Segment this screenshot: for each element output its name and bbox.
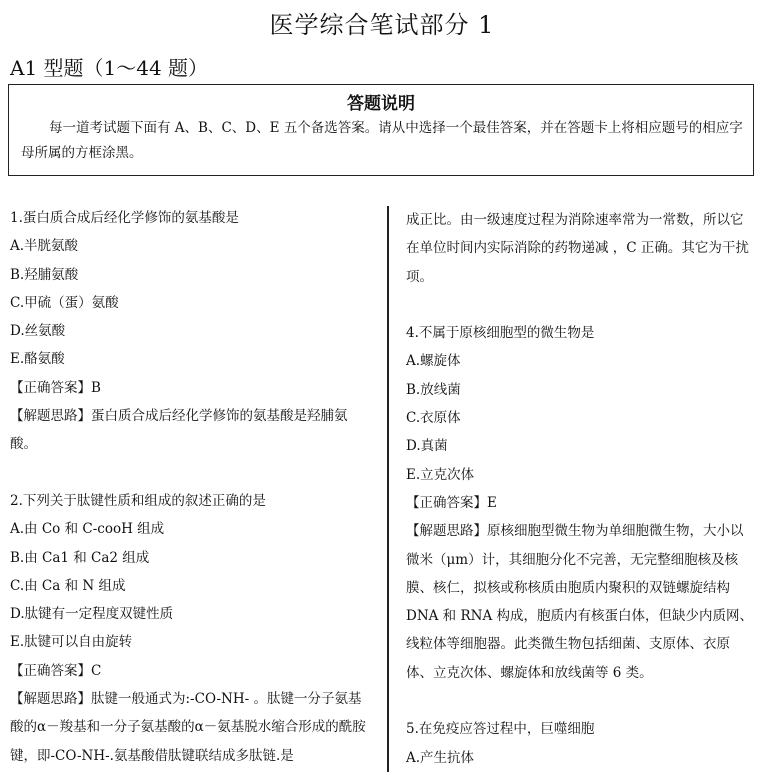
question-2-explanation: 【解题思路】肽键一般通式为:-CO-NH- 。肽键一分子氨基酸的α－羧基和一分子氨基酸的α－氨基脱水缩合形成的酰胺键，即-CO-NH-.氨基酸借肽键联结成多肽链.是 [10, 691, 366, 764]
question-4-answer: 【正确答案】E [406, 494, 497, 511]
question-2-option-e: E.肽键可以自由旋转 [10, 634, 133, 651]
question-1-explanation: 【解题思路】蛋白质合成后经化学修饰的氨基酸是羟脯氨酸。 [10, 408, 348, 453]
page-title: 医学综合笔试部分 1 [269, 11, 495, 39]
question-spacer [406, 687, 756, 715]
question-2-option-d: D.肽键有一定程度双键性质 [10, 606, 174, 623]
question-5-option-a: A.产生抗体 [406, 749, 475, 766]
question-2-stem: 2.下列关于肽键性质和组成的叙述正确的是 [10, 492, 266, 509]
left-column [10, 204, 370, 770]
question-2-answer: 【正确答案】C [10, 662, 102, 679]
question-4-option-e: E.立克次体 [406, 466, 475, 483]
question-4-option-b: B.放线菌 [406, 381, 461, 398]
question-4-option-c: C.衣原体 [406, 410, 461, 427]
instructions-text: 每一道考试题下面有 A、B、C、D、E 五个备选答案。请从中选择一个最佳答案，并在答题卡上将相应题号的相应字母所属的方框涂黑。 [21, 120, 743, 161]
question-2-option-a: A.由 Co 和 C-cooH 组成 [10, 521, 165, 538]
right-column [406, 206, 756, 772]
question-4-stem: 4.不属于原核细胞型的微生物是 [406, 325, 595, 342]
question-1-answer: 【正确答案】B [10, 379, 101, 396]
instructions-box [8, 84, 754, 176]
question-1-option-a: A.半胱氨酸 [10, 238, 79, 255]
question-4-option-a: A.螺旋体 [406, 353, 461, 370]
question-2-option-c: C.由 Ca 和 N 组成 [10, 577, 126, 594]
column-divider [387, 206, 389, 772]
question-4-option-d: D.真菌 [406, 438, 448, 455]
question-spacer [406, 291, 756, 319]
question-1-option-c: C.甲硫（蛋）氨酸 [10, 294, 119, 311]
question-1-option-d: D.丝氨酸 [10, 323, 66, 340]
question-spacer [10, 459, 370, 487]
question-1-option-e: E.酪氨酸 [10, 351, 65, 368]
instructions-heading: 答题说明 [347, 94, 415, 114]
section-heading: A1 型题（1～44 题） [10, 56, 209, 80]
question-3-explanation-tail: 成正比。由一级速度过程为消除速率常为一常数，所以它在单位时间内实际消除的药物递减 ，C 正确。其它为干扰项。 [406, 212, 749, 285]
question-2-option-b: B.由 Ca1 和 Ca2 组成 [10, 549, 150, 566]
question-4-explanation: 【解题思路】原核细胞型微生物为单细胞微生物，大小以微米（μm）计，其细胞分化不完善，无完整细胞核及核膜、核仁，拟核或称核质由胞质内聚积的双链螺旋结构 DNA 和 RNA 构成，胞质内有核蛋白体，但缺少内质网、线粒体等细胞器。此类微生物包括细菌、支原体、衣原体、立克次体、螺旋体和放线菌等 6 类。 [406, 523, 753, 681]
question-1-option-b: B.羟脯氨酸 [10, 266, 79, 283]
question-1-stem: 1.蛋白质合成后经化学修饰的氨基酸是 [10, 210, 239, 226]
question-5-stem: 5.在免疫应答过程中，巨噬细胞 [406, 721, 595, 738]
